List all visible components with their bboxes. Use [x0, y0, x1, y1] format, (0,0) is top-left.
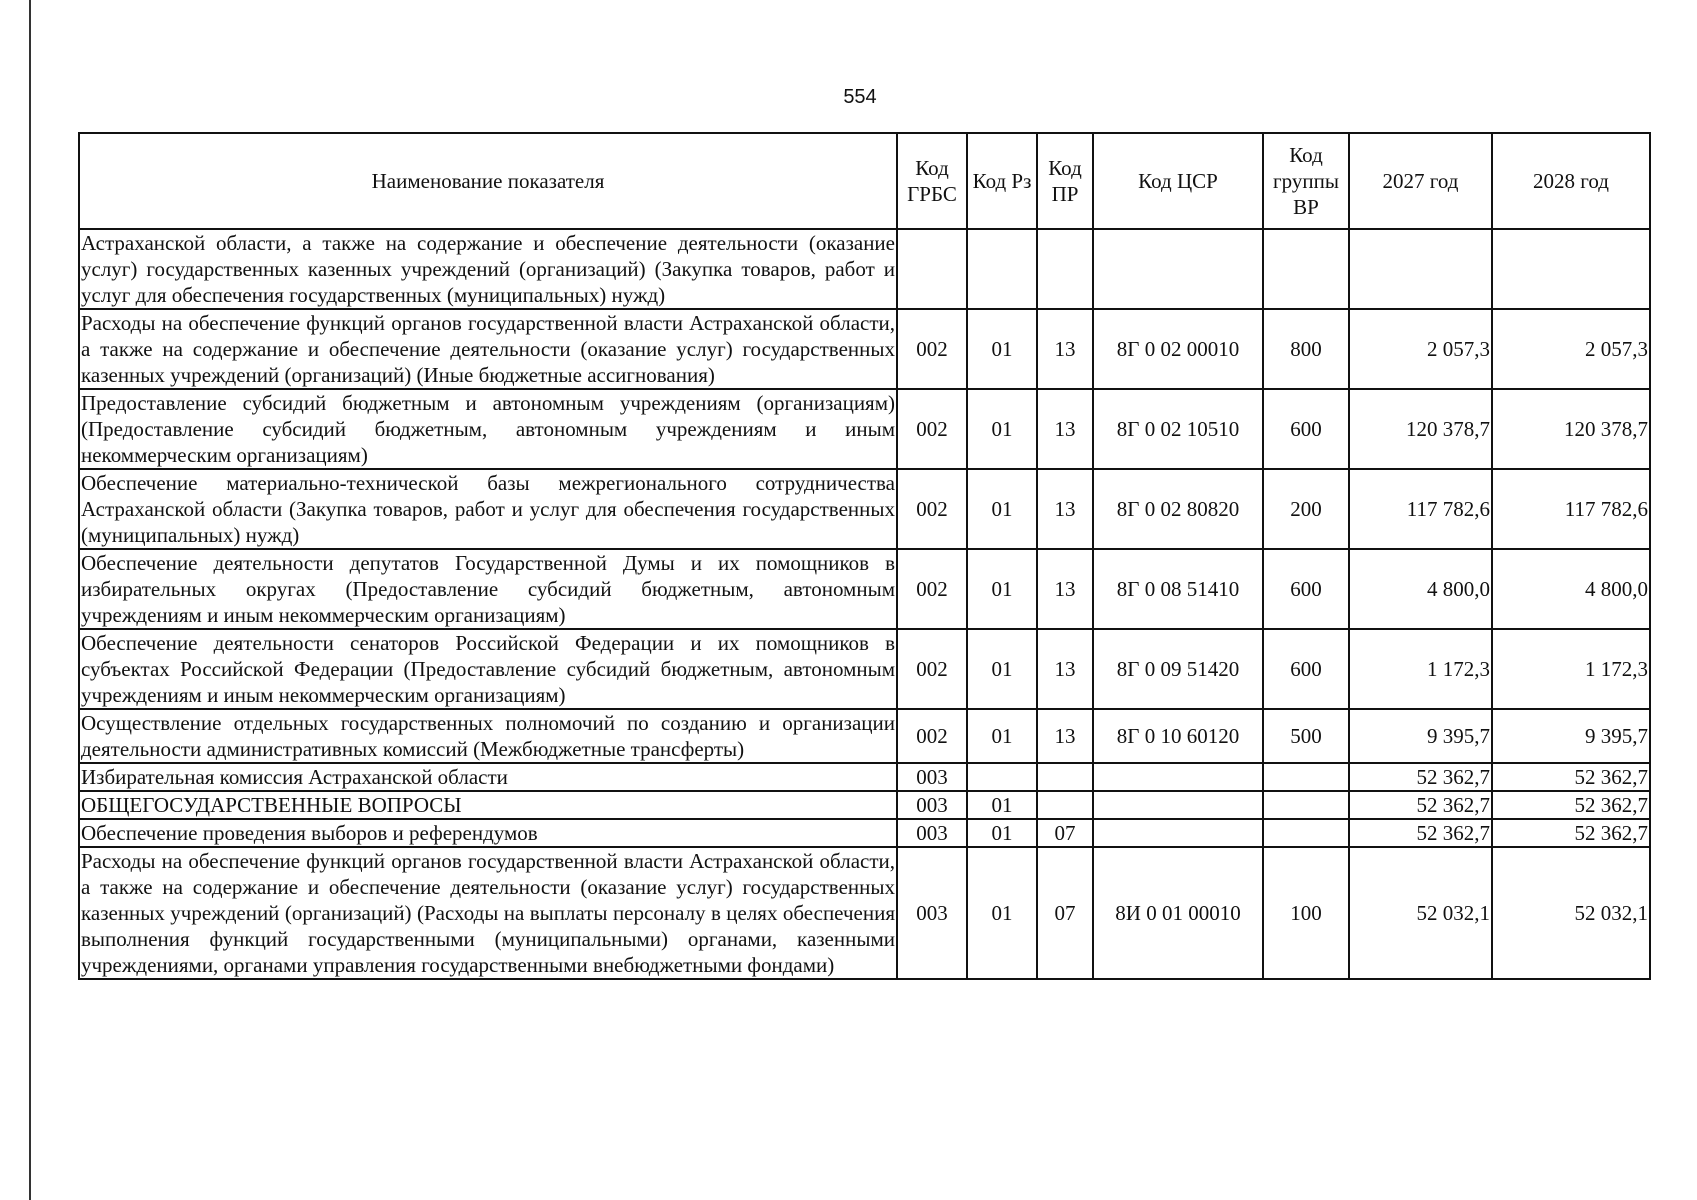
cell-2028: 120 378,7 — [1492, 389, 1650, 469]
cell-2027 — [1349, 229, 1492, 309]
cell-grbs: 003 — [897, 819, 967, 847]
cell-grbs: 002 — [897, 549, 967, 629]
table-header — [79, 133, 1650, 229]
cell-2028: 117 782,6 — [1492, 469, 1650, 549]
budget-table — [78, 132, 1651, 980]
cell-name: Избирательная комиссия Астраханской области — [79, 763, 897, 791]
cell-name: ОБЩЕГОСУДАРСТВЕННЫЕ ВОПРОСЫ — [79, 791, 897, 819]
cell-2028 — [1492, 229, 1650, 309]
cell-name: Предоставление субсидий бюджетным и автономным учреждениям (организациям) (Предоставление субсидий бюджетным, автономным учреждениям и иным некоммерческим организациям) — [81, 391, 895, 467]
header-name: Наименование показателя — [79, 133, 897, 229]
table-row — [79, 629, 1650, 709]
cell-2027: 52 032,1 — [1349, 847, 1492, 979]
header-grbs: Код ГРБС — [897, 133, 967, 229]
cell-2027: 120 378,7 — [1349, 389, 1492, 469]
cell-name: Расходы на обеспечение функций органов государственной власти Астраханской области, а также на содержание и обеспечение деятельности (оказание услуг) государственных казенных учреждений (организаций) (Иные бюджетные ассигнования) — [81, 311, 895, 387]
cell-2027: 52 362,7 — [1349, 791, 1492, 819]
cell-csr: 8Г 0 02 80820 — [1093, 469, 1263, 549]
cell-vr — [1263, 791, 1349, 819]
cell-vr: 800 — [1263, 309, 1349, 389]
table-row — [79, 763, 1650, 791]
cell-pr: 13 — [1037, 389, 1093, 469]
cell-csr: 8Г 0 09 51420 — [1093, 629, 1263, 709]
cell-2027: 4 800,0 — [1349, 549, 1492, 629]
cell-2027: 52 362,7 — [1349, 763, 1492, 791]
cell-pr: 13 — [1037, 549, 1093, 629]
table-row — [79, 229, 1650, 309]
cell-name: Астраханской области, а также на содержание и обеспечение деятельности (оказание услуг) государственных казенных учреждений (организаций) (Закупка товаров, работ и услуг для обеспечения государственных (муниципальных) нужд) — [81, 231, 895, 307]
table-row — [79, 791, 1650, 819]
cell-rz: 01 — [967, 629, 1037, 709]
cell-vr: 500 — [1263, 709, 1349, 763]
table-row — [79, 389, 1650, 469]
cell-rz — [967, 763, 1037, 791]
cell-vr: 600 — [1263, 549, 1349, 629]
cell-rz: 01 — [967, 819, 1037, 847]
cell-pr — [1037, 229, 1093, 309]
cell-csr — [1093, 229, 1263, 309]
cell-csr: 8Г 0 08 51410 — [1093, 549, 1263, 629]
cell-2028: 52 032,1 — [1492, 847, 1650, 979]
header-vr: Код группы ВР — [1263, 133, 1349, 229]
cell-2027: 1 172,3 — [1349, 629, 1492, 709]
cell-rz: 01 — [967, 709, 1037, 763]
cell-2027: 2 057,3 — [1349, 309, 1492, 389]
page-number: 554 — [843, 86, 877, 108]
cell-grbs: 003 — [897, 847, 967, 979]
cell-grbs: 002 — [897, 709, 967, 763]
table-body — [79, 229, 1650, 979]
table-row — [79, 819, 1650, 847]
cell-rz: 01 — [967, 847, 1037, 979]
cell-rz: 01 — [967, 309, 1037, 389]
table-row — [79, 709, 1650, 763]
header-rz: Код Рз — [967, 133, 1037, 229]
cell-rz: 01 — [967, 549, 1037, 629]
cell-pr: 07 — [1037, 819, 1093, 847]
cell-vr — [1263, 819, 1349, 847]
cell-vr: 200 — [1263, 469, 1349, 549]
cell-rz — [967, 229, 1037, 309]
table-row — [79, 549, 1650, 629]
cell-2027: 9 395,7 — [1349, 709, 1492, 763]
cell-name: Обеспечение проведения выборов и референдумов — [79, 819, 897, 847]
cell-name: Обеспечение деятельности сенаторов Российской Федерации и их помощников в субъектах Российской Федерации (Предоставление субсидий бюджетным, автономным учреждениям и иным некоммерческим организациям) — [81, 631, 895, 707]
cell-pr: 07 — [1037, 847, 1093, 979]
cell-2027: 117 782,6 — [1349, 469, 1492, 549]
cell-rz: 01 — [967, 389, 1037, 469]
cell-2028: 52 362,7 — [1492, 819, 1650, 847]
cell-csr: 8Г 0 10 60120 — [1093, 709, 1263, 763]
cell-2028: 2 057,3 — [1492, 309, 1650, 389]
cell-grbs: 002 — [897, 309, 967, 389]
cell-csr: 8Г 0 02 00010 — [1093, 309, 1263, 389]
cell-vr: 600 — [1263, 389, 1349, 469]
cell-name: Расходы на обеспечение функций органов государственной власти Астраханской области, а также на содержание и обеспечение деятельности (оказание услуг) государственных казенных учреждений (организаций) (Расходы на выплаты персоналу в целях обеспечения выполнения функций государственными (муниципальными) органами, казенными учреждениями, органами управления государственными внебюджетными фондами) — [81, 849, 895, 977]
table-row — [79, 847, 1650, 979]
cell-pr — [1037, 763, 1093, 791]
cell-rz: 01 — [967, 791, 1037, 819]
cell-grbs — [897, 229, 967, 309]
cell-grbs: 002 — [897, 629, 967, 709]
cell-2028: 9 395,7 — [1492, 709, 1650, 763]
page-left-edge — [29, 0, 31, 1200]
cell-grbs: 002 — [897, 469, 967, 549]
header-pr: Код ПР — [1037, 133, 1093, 229]
cell-name: Осуществление отдельных государственных полномочий по созданию и организации деятельности административных комиссий (Межбюджетные трансферты) — [81, 711, 895, 761]
cell-2028: 52 362,7 — [1492, 791, 1650, 819]
cell-pr: 13 — [1037, 309, 1093, 389]
cell-rz: 01 — [967, 469, 1037, 549]
cell-csr — [1093, 819, 1263, 847]
cell-vr: 100 — [1263, 847, 1349, 979]
cell-2028: 52 362,7 — [1492, 763, 1650, 791]
cell-2028: 4 800,0 — [1492, 549, 1650, 629]
table-row — [79, 469, 1650, 549]
cell-2028: 1 172,3 — [1492, 629, 1650, 709]
cell-2027: 52 362,7 — [1349, 819, 1492, 847]
cell-pr — [1037, 791, 1093, 819]
cell-pr: 13 — [1037, 709, 1093, 763]
cell-pr: 13 — [1037, 629, 1093, 709]
cell-grbs: 002 — [897, 389, 967, 469]
header-2028: 2028 год — [1492, 133, 1650, 229]
cell-name: Обеспечение деятельности депутатов Государственной Думы и их помощников в избирательных округах (Предоставление субсидий бюджетным, автономным учреждениям и иным некоммерческим организациям) — [81, 551, 895, 627]
cell-grbs: 003 — [897, 763, 967, 791]
cell-csr: 8Г 0 02 10510 — [1093, 389, 1263, 469]
cell-vr — [1263, 229, 1349, 309]
cell-csr — [1093, 763, 1263, 791]
cell-vr: 600 — [1263, 629, 1349, 709]
table-row — [79, 309, 1650, 389]
cell-csr — [1093, 791, 1263, 819]
header-2027: 2027 год — [1349, 133, 1492, 229]
cell-pr: 13 — [1037, 469, 1093, 549]
header-csr: Код ЦСР — [1093, 133, 1263, 229]
cell-vr — [1263, 763, 1349, 791]
cell-csr: 8И 0 01 00010 — [1093, 847, 1263, 979]
cell-name: Обеспечение материально-технической базы межрегионального сотрудничества Астраханской области (Закупка товаров, работ и услуг для обеспечения государственных (муниципальных) нужд) — [81, 471, 895, 547]
cell-grbs: 003 — [897, 791, 967, 819]
header-row — [79, 133, 1650, 229]
